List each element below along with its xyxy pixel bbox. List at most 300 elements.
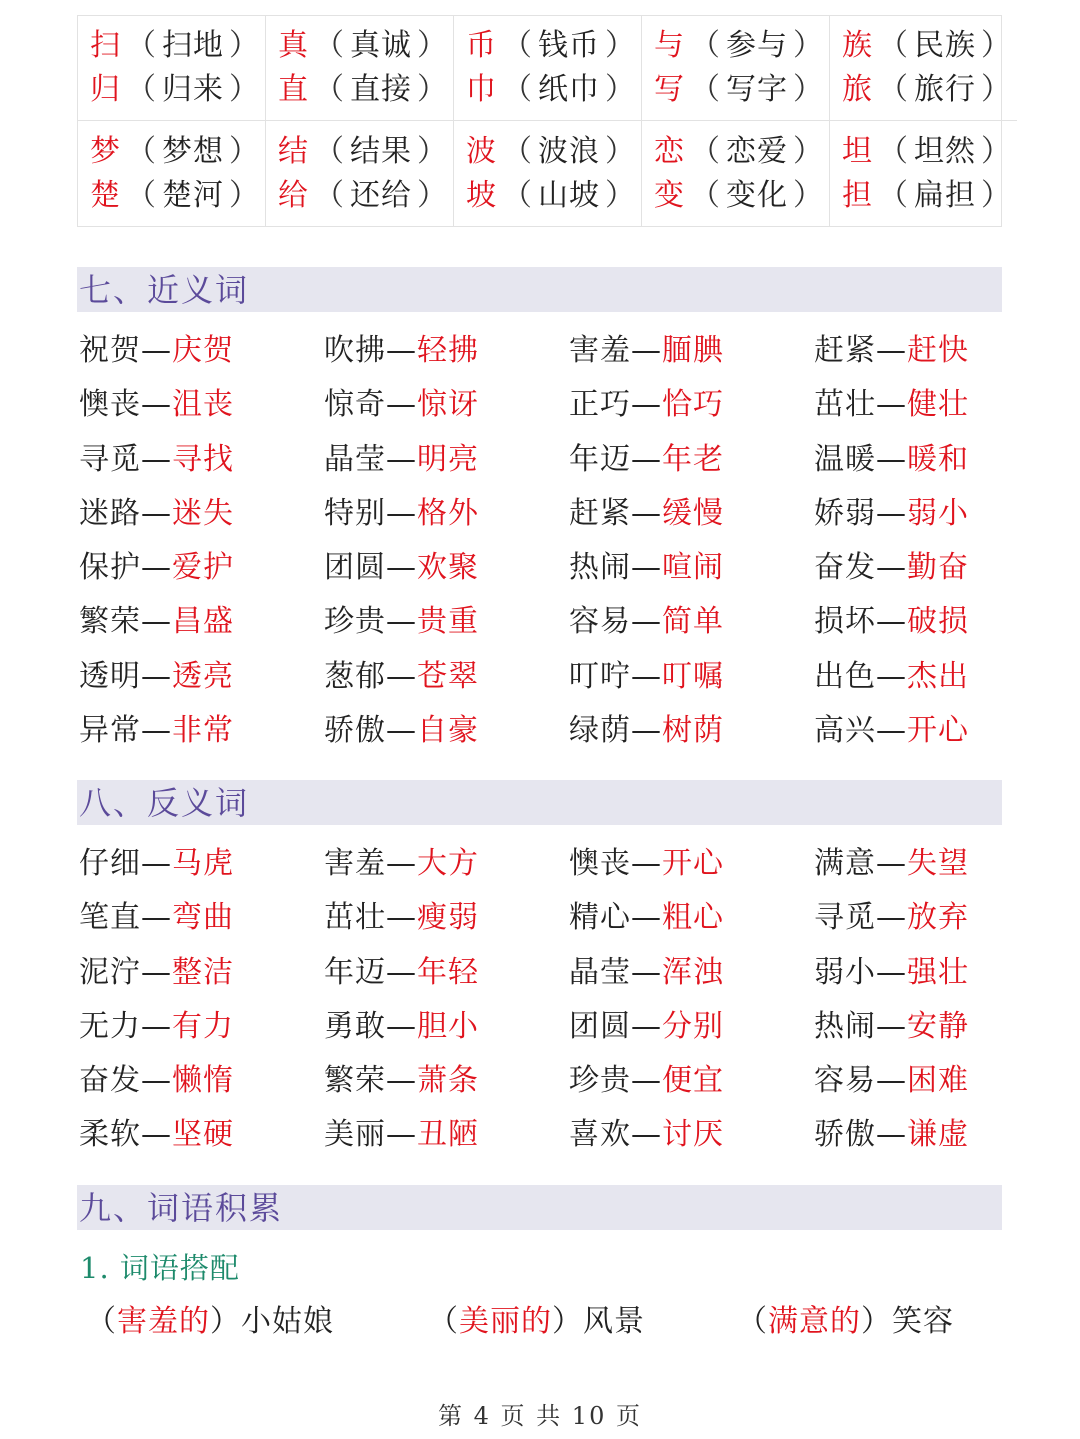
word-pair bbox=[324, 1054, 569, 1108]
word-pair bbox=[569, 433, 814, 487]
word: 楚河 bbox=[162, 177, 224, 213]
paren-close: ） bbox=[605, 28, 636, 63]
dash: — bbox=[386, 846, 417, 881]
paren-open: （ bbox=[690, 28, 721, 63]
paren-close: ） bbox=[417, 133, 448, 169]
paired-word: 瘦弱 bbox=[417, 900, 479, 936]
char-pair bbox=[90, 132, 265, 172]
word: 参与 bbox=[726, 28, 788, 63]
section-header-accumulation bbox=[77, 1185, 1002, 1230]
paired-word: 寻找 bbox=[172, 441, 234, 477]
word-pair bbox=[324, 487, 569, 541]
word-pair bbox=[79, 1108, 324, 1162]
dash: — bbox=[386, 658, 417, 694]
paren-open: （ bbox=[502, 72, 533, 107]
paired-word: 浑浊 bbox=[662, 954, 724, 990]
paren-close: ） bbox=[229, 177, 260, 213]
char-pair bbox=[466, 26, 641, 66]
character: 旅 bbox=[842, 72, 873, 107]
dash: — bbox=[876, 1063, 907, 1099]
dash: — bbox=[876, 550, 907, 586]
paired-word: 迷失 bbox=[172, 495, 234, 531]
word: 懊丧 bbox=[569, 846, 631, 881]
word: 特别 bbox=[324, 495, 386, 531]
character: 坦 bbox=[842, 133, 873, 169]
word: 迷路 bbox=[79, 495, 141, 531]
word-pair bbox=[814, 378, 1039, 432]
char-pair bbox=[278, 70, 453, 110]
paren-open: （ bbox=[314, 28, 345, 63]
word: 仔细 bbox=[79, 846, 141, 881]
dash: — bbox=[631, 1117, 662, 1153]
paired-word: 年老 bbox=[662, 441, 724, 477]
section-header-antonyms bbox=[77, 780, 1002, 825]
table-cell bbox=[78, 121, 266, 226]
dash: — bbox=[141, 1008, 172, 1044]
word: 喜欢 bbox=[569, 1117, 631, 1153]
dash: — bbox=[876, 713, 907, 749]
subsection-title: 1. 词语搭配 bbox=[80, 1251, 240, 1285]
word: 损坏 bbox=[814, 604, 876, 640]
character: 结 bbox=[278, 133, 309, 169]
character: 波 bbox=[466, 133, 497, 169]
paired-word: 分别 bbox=[662, 1008, 724, 1044]
word-pair bbox=[324, 378, 569, 432]
dash: — bbox=[631, 387, 662, 423]
dash: — bbox=[386, 441, 417, 477]
word-pair bbox=[79, 541, 324, 595]
char-pair bbox=[466, 176, 641, 216]
word: 容易 bbox=[814, 1063, 876, 1099]
paren-open: （ bbox=[126, 28, 157, 63]
word: 茁壮 bbox=[814, 387, 876, 423]
paired-word: 暖和 bbox=[907, 441, 969, 477]
char-table bbox=[77, 15, 1012, 227]
char-pair bbox=[278, 26, 453, 66]
word-pair bbox=[324, 837, 569, 891]
word-pair bbox=[814, 595, 1039, 649]
word-pair bbox=[814, 837, 1039, 891]
word-pair bbox=[324, 433, 569, 487]
dash: — bbox=[141, 954, 172, 990]
dash: — bbox=[141, 1063, 172, 1099]
page-footer: 第 4 页 共 10 页 bbox=[438, 1402, 642, 1430]
word-pair bbox=[324, 541, 569, 595]
word: 寻觅 bbox=[79, 441, 141, 477]
word-pair bbox=[324, 324, 569, 378]
dash: — bbox=[141, 550, 172, 586]
dash: — bbox=[141, 333, 172, 368]
paired-word: 困难 bbox=[907, 1063, 969, 1099]
noun: 风景 bbox=[583, 1304, 645, 1339]
paired-word: 苍翠 bbox=[417, 658, 479, 694]
dash: — bbox=[631, 441, 662, 477]
character: 族 bbox=[842, 28, 873, 63]
word: 纸巾 bbox=[538, 72, 600, 107]
char-pair bbox=[842, 132, 1017, 172]
paired-word: 整洁 bbox=[172, 954, 234, 990]
dash: — bbox=[386, 604, 417, 640]
word-pair bbox=[569, 946, 814, 1000]
word: 繁荣 bbox=[324, 1063, 386, 1099]
dash: — bbox=[876, 441, 907, 477]
paired-word: 轻拂 bbox=[417, 333, 479, 368]
character: 楚 bbox=[90, 177, 121, 213]
char-pair bbox=[654, 70, 829, 110]
dash: — bbox=[386, 495, 417, 531]
char-pair bbox=[278, 132, 453, 172]
word-pair bbox=[79, 378, 324, 432]
paired-word: 年轻 bbox=[417, 954, 479, 990]
paired-word: 便宜 bbox=[662, 1063, 724, 1099]
paired-word: 开心 bbox=[662, 846, 724, 881]
paired-word: 萧条 bbox=[417, 1063, 479, 1099]
word: 正巧 bbox=[569, 387, 631, 423]
word-pair bbox=[569, 324, 814, 378]
table-cell bbox=[266, 121, 454, 226]
paired-word: 大方 bbox=[417, 846, 479, 881]
dash: — bbox=[386, 387, 417, 423]
char-pair bbox=[278, 176, 453, 216]
dash: — bbox=[876, 1117, 907, 1153]
character: 梦 bbox=[90, 133, 121, 169]
paired-word: 粗心 bbox=[662, 900, 724, 936]
word: 茁壮 bbox=[324, 900, 386, 936]
dash: — bbox=[141, 495, 172, 531]
paren-open: （ bbox=[690, 72, 721, 107]
word-pair bbox=[324, 650, 569, 704]
word: 民族 bbox=[914, 28, 976, 63]
dash: — bbox=[876, 604, 907, 640]
paired-word: 非常 bbox=[172, 713, 234, 749]
paired-word: 讨厌 bbox=[662, 1117, 724, 1153]
word-pair bbox=[569, 541, 814, 595]
paren-open: （ bbox=[878, 72, 909, 107]
word-pair bbox=[814, 1000, 1039, 1054]
paired-word: 放弃 bbox=[907, 900, 969, 936]
paired-word: 格外 bbox=[417, 495, 479, 531]
paren-open: （ bbox=[314, 177, 345, 213]
character: 币 bbox=[466, 28, 497, 63]
paren-close: ） bbox=[605, 72, 636, 107]
dash: — bbox=[631, 333, 662, 368]
paren-close: ） bbox=[417, 28, 448, 63]
paren-close: ） bbox=[981, 133, 1012, 169]
paired-word: 庆贺 bbox=[172, 333, 234, 368]
collocation-item: （害羞的）小姑娘 bbox=[86, 1304, 334, 1339]
word: 钱币 bbox=[538, 28, 600, 63]
dash: — bbox=[876, 495, 907, 531]
answer: 满意的 bbox=[768, 1304, 861, 1339]
answer: 害羞的 bbox=[117, 1304, 210, 1339]
paired-word: 惊讶 bbox=[417, 387, 479, 423]
paired-word: 贵重 bbox=[417, 604, 479, 640]
char-pair bbox=[90, 176, 265, 216]
char-pair bbox=[466, 70, 641, 110]
word: 归来 bbox=[162, 72, 224, 107]
paren-open: （ bbox=[502, 28, 533, 63]
word: 波浪 bbox=[538, 133, 600, 169]
char-pair bbox=[466, 132, 641, 172]
word-pair bbox=[569, 1054, 814, 1108]
char-pair bbox=[90, 70, 265, 110]
dash: — bbox=[141, 604, 172, 640]
char-pair bbox=[654, 26, 829, 66]
character: 恋 bbox=[654, 133, 685, 169]
word: 晶莹 bbox=[324, 441, 386, 477]
table-cell bbox=[830, 16, 1017, 121]
dash: — bbox=[631, 954, 662, 990]
word: 结果 bbox=[350, 133, 412, 169]
dash: — bbox=[631, 658, 662, 694]
table-cell bbox=[830, 121, 1017, 226]
paired-word: 弱小 bbox=[907, 495, 969, 531]
word-pair bbox=[814, 1054, 1039, 1108]
dash: — bbox=[631, 495, 662, 531]
word-pair bbox=[814, 891, 1039, 945]
paired-word: 赶快 bbox=[907, 333, 969, 368]
word: 美丽 bbox=[324, 1117, 386, 1153]
word-pair bbox=[324, 595, 569, 649]
table-cell bbox=[642, 121, 830, 226]
paren-close: ） bbox=[417, 177, 448, 213]
word-pair bbox=[569, 891, 814, 945]
word: 温暖 bbox=[814, 441, 876, 477]
paired-word: 失望 bbox=[907, 846, 969, 881]
table-cell bbox=[78, 16, 266, 121]
paired-word: 坚硬 bbox=[172, 1117, 234, 1153]
paired-word: 爱护 bbox=[172, 550, 234, 586]
word: 笔直 bbox=[79, 900, 141, 936]
character: 担 bbox=[842, 177, 873, 213]
noun: 小姑娘 bbox=[241, 1304, 334, 1339]
paired-word: 懒惰 bbox=[172, 1063, 234, 1099]
paren-open: （ bbox=[878, 177, 909, 213]
word-pair bbox=[79, 650, 324, 704]
word: 无力 bbox=[79, 1008, 141, 1044]
paren-open: （ bbox=[690, 133, 721, 169]
paired-word: 欢聚 bbox=[417, 550, 479, 586]
paired-word: 开心 bbox=[907, 713, 969, 749]
paren-open: （ bbox=[126, 177, 157, 213]
paired-word: 缓慢 bbox=[662, 495, 724, 531]
dash: — bbox=[141, 441, 172, 477]
paren-close: ） bbox=[793, 177, 824, 213]
paired-word: 破损 bbox=[907, 604, 969, 640]
word: 骄傲 bbox=[324, 713, 386, 749]
dash: — bbox=[386, 1008, 417, 1044]
word: 绿荫 bbox=[569, 713, 631, 749]
dash: — bbox=[386, 900, 417, 936]
dash: — bbox=[876, 954, 907, 990]
table-cell bbox=[642, 16, 830, 121]
paired-word: 谦虚 bbox=[907, 1117, 969, 1153]
noun: 笑容 bbox=[892, 1304, 954, 1339]
dash: — bbox=[631, 1008, 662, 1044]
character: 扫 bbox=[90, 28, 121, 63]
dash: — bbox=[876, 1008, 907, 1044]
character: 变 bbox=[654, 177, 685, 213]
word-pair bbox=[79, 1054, 324, 1108]
dash: — bbox=[386, 1063, 417, 1099]
paired-word: 马虎 bbox=[172, 846, 234, 881]
dash: — bbox=[631, 1063, 662, 1099]
word-pair bbox=[324, 891, 569, 945]
word-pair bbox=[814, 1108, 1039, 1162]
paired-word: 恰巧 bbox=[662, 387, 724, 423]
paren-close: ） bbox=[605, 177, 636, 213]
word: 娇弱 bbox=[814, 495, 876, 531]
char-pair bbox=[842, 70, 1017, 110]
paren-close: ） bbox=[793, 72, 824, 107]
dash: — bbox=[141, 900, 172, 936]
paren-open: （ bbox=[314, 72, 345, 107]
word-pair bbox=[79, 324, 324, 378]
word: 年迈 bbox=[324, 954, 386, 990]
dash: — bbox=[876, 333, 907, 368]
word: 精心 bbox=[569, 900, 631, 936]
dash: — bbox=[631, 550, 662, 586]
paren-close: ） bbox=[981, 28, 1012, 63]
word: 写字 bbox=[726, 72, 788, 107]
paren-open: （ bbox=[126, 72, 157, 107]
word-pair bbox=[79, 433, 324, 487]
dash: — bbox=[141, 1117, 172, 1153]
word: 满意 bbox=[814, 846, 876, 881]
word-pair bbox=[814, 541, 1039, 595]
char-pair bbox=[654, 176, 829, 216]
word: 害羞 bbox=[324, 846, 386, 881]
paired-word: 简单 bbox=[662, 604, 724, 640]
paren-open: （ bbox=[690, 177, 721, 213]
word-pair bbox=[79, 891, 324, 945]
word-pair bbox=[79, 704, 324, 758]
word: 泥泞 bbox=[79, 954, 141, 990]
character: 写 bbox=[654, 72, 685, 107]
dash: — bbox=[631, 846, 662, 881]
word-pair bbox=[569, 1108, 814, 1162]
word-pair bbox=[324, 1000, 569, 1054]
table-cell bbox=[266, 16, 454, 121]
character: 归 bbox=[90, 72, 121, 107]
dash: — bbox=[141, 387, 172, 423]
word: 恋爱 bbox=[726, 133, 788, 169]
word: 害羞 bbox=[569, 333, 631, 368]
word: 山坡 bbox=[538, 177, 600, 213]
word: 旅行 bbox=[914, 72, 976, 107]
word-pair bbox=[569, 378, 814, 432]
section-title: 九、词语积累 bbox=[79, 1189, 284, 1227]
word: 出色 bbox=[814, 658, 876, 694]
paired-word: 弯曲 bbox=[172, 900, 234, 936]
word-pair bbox=[324, 704, 569, 758]
word: 奋发 bbox=[814, 550, 876, 586]
word-pair bbox=[569, 1000, 814, 1054]
word: 葱郁 bbox=[324, 658, 386, 694]
table-cell bbox=[454, 16, 642, 121]
word: 热闹 bbox=[814, 1008, 876, 1044]
word-pair bbox=[569, 704, 814, 758]
word: 直接 bbox=[350, 72, 412, 107]
word-pair bbox=[814, 487, 1039, 541]
word: 容易 bbox=[569, 604, 631, 640]
dash: — bbox=[876, 387, 907, 423]
dash: — bbox=[631, 713, 662, 749]
word: 扫地 bbox=[162, 28, 224, 63]
char-pair bbox=[842, 26, 1017, 66]
word-pair bbox=[569, 837, 814, 891]
word-pair bbox=[569, 487, 814, 541]
word: 梦想 bbox=[162, 133, 224, 169]
dash: — bbox=[631, 604, 662, 640]
synonym-grid bbox=[79, 324, 1039, 758]
paired-word: 明亮 bbox=[417, 441, 479, 477]
paren-open: （ bbox=[502, 133, 533, 169]
word: 还给 bbox=[350, 177, 412, 213]
dash: — bbox=[876, 846, 907, 881]
collocation-item: （满意的）笑容 bbox=[737, 1304, 954, 1339]
paren-close: ） bbox=[229, 72, 260, 107]
character: 直 bbox=[278, 72, 309, 107]
word: 奋发 bbox=[79, 1063, 141, 1099]
word: 赶紧 bbox=[569, 495, 631, 531]
word-pair bbox=[79, 837, 324, 891]
paren-close: ） bbox=[605, 133, 636, 169]
section-title: 七、近义词 bbox=[79, 271, 250, 309]
dash: — bbox=[386, 333, 417, 368]
dash: — bbox=[386, 550, 417, 586]
dash: — bbox=[631, 900, 662, 936]
word: 赶紧 bbox=[814, 333, 876, 368]
character: 坡 bbox=[466, 177, 497, 213]
dash: — bbox=[141, 713, 172, 749]
word-pair bbox=[79, 595, 324, 649]
paired-word: 杰出 bbox=[907, 658, 969, 694]
paren-open: （ bbox=[314, 133, 345, 169]
word: 高兴 bbox=[814, 713, 876, 749]
paired-word: 透亮 bbox=[172, 658, 234, 694]
dash: — bbox=[876, 658, 907, 694]
word: 真诚 bbox=[350, 28, 412, 63]
paired-word: 叮嘱 bbox=[662, 658, 724, 694]
word: 寻觅 bbox=[814, 900, 876, 936]
paren-close: ） bbox=[793, 133, 824, 169]
table-cell bbox=[454, 121, 642, 226]
paren-close: ） bbox=[229, 28, 260, 63]
word-pair bbox=[79, 946, 324, 1000]
collocation-item: （美丽的）风景 bbox=[428, 1304, 645, 1339]
paired-word: 勤奋 bbox=[907, 550, 969, 586]
word: 叮咛 bbox=[569, 658, 631, 694]
word-pair bbox=[814, 324, 1039, 378]
word-pair bbox=[569, 595, 814, 649]
word: 珍贵 bbox=[324, 604, 386, 640]
paired-word: 自豪 bbox=[417, 713, 479, 749]
word: 保护 bbox=[79, 550, 141, 586]
paired-word: 昌盛 bbox=[172, 604, 234, 640]
word: 惊奇 bbox=[324, 387, 386, 423]
word: 透明 bbox=[79, 658, 141, 694]
paired-word: 胆小 bbox=[417, 1008, 479, 1044]
paired-word: 丑陋 bbox=[417, 1117, 479, 1153]
word: 吹拂 bbox=[324, 333, 386, 368]
word: 变化 bbox=[726, 177, 788, 213]
word: 年迈 bbox=[569, 441, 631, 477]
paired-word: 有力 bbox=[172, 1008, 234, 1044]
paired-word: 安静 bbox=[907, 1008, 969, 1044]
char-pair bbox=[654, 132, 829, 172]
word-pair bbox=[569, 650, 814, 704]
